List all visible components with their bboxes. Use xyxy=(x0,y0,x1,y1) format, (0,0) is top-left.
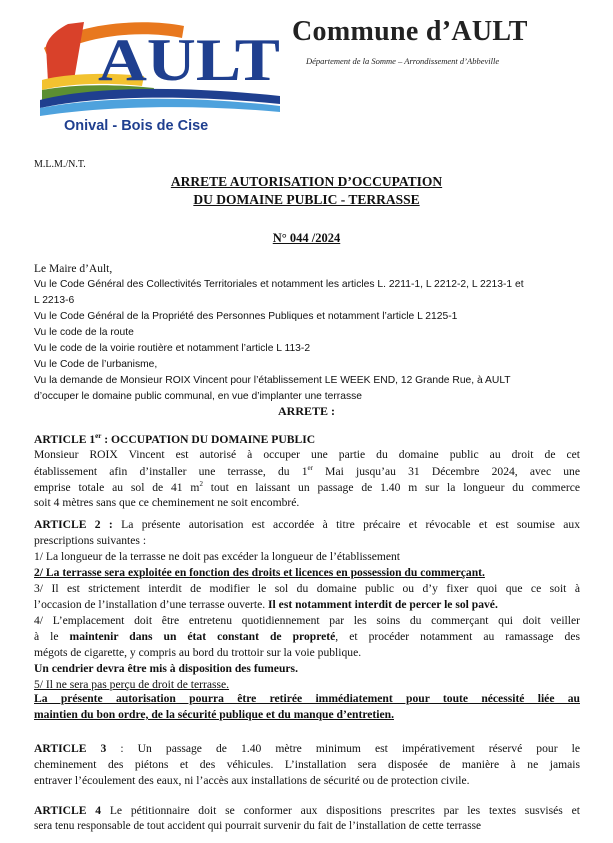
article-1-text: emprise totale au sol de 41 $m^2$ tout en laissant un passage de 1.40 m sur la longueur du commerce xyxy=(34,480,580,494)
preamble-line: Vu le code de la route xyxy=(34,327,134,338)
article-1-text: soit 4 mètres sans que ce cheminement ne soit encombré. xyxy=(34,496,300,509)
preamble-line: d’occuper le domaine public communal, en vue d’implanter une terrasse xyxy=(34,391,362,402)
revocation-notice: La présente autorisation pourra être retirée immédiatement pour toute nécessité liée au xyxy=(34,692,580,705)
prescription-item: 2/ La terrasse sera exploitée en fonction des droits et licences en possession du commerçant. xyxy=(34,566,485,579)
preamble-line: Vu le Code Général des Collectivités Territoriales et notamment les articles L. 2211-1, L 2212-2, L 2213-1 et xyxy=(34,279,524,290)
preamble-line: Vu le Code Général de la Propriété des Personnes Publiques et notamment l’article L 2125-1 xyxy=(34,311,458,322)
preamble-line: Vu le Code de l’urbanisme, xyxy=(34,359,158,370)
prescription-item: 4/ L’emplacement doit être entretenu quotidiennement par les soins du commerçant qui doit veiller xyxy=(34,614,580,627)
commune-subtitle: Département de la Somme – Arrondissement d’Abbeville xyxy=(306,56,500,66)
document-title xyxy=(0,173,613,209)
prescription-item: 1/ La longueur de la terrasse ne doit pas excéder la longueur de l’établissement xyxy=(34,550,401,563)
preamble-line: Le Maire d’Ault, xyxy=(34,263,113,275)
prescription-item: 3/ Il est strictement interdit de modifier le sol du domaine public ou d’y fixer quoi que ce soit à xyxy=(34,582,580,595)
prescription-item: à le maintenir dans un état constant de propreté, et procéder notamment au ramassage des xyxy=(34,630,581,643)
article-3-text: entraver l’écoulement des eaux, ni l’accès aux installations de sécurité ou de protection civile. xyxy=(34,774,470,787)
article-4-intro: ARTICLE 4 Le pétitionnaire doit se conformer aux dispositions prescrites par les textes susvisés et xyxy=(34,804,580,817)
logo-subtitle: Onival - Bois de Cise xyxy=(64,118,209,132)
prescription-item: 5/ Il ne sera pas perçu de droit de terrasse. xyxy=(34,678,230,691)
article-1-text: établissement afin d’installer une terrasse, du 1er Mai jusqu’au 31 Décembre 2024, avec une xyxy=(34,464,580,478)
cendrier-notice: Un cendrier devra être mis à disposition des fumeurs. xyxy=(34,662,298,675)
prescription-item: l’occasion de l’installation d’une terrasse ouverte. Il est notamment interdit de percer le sol pavé. xyxy=(34,598,498,611)
article-1-heading: ARTICLE 1er : OCCUPATION DU DOMAINE PUBLIC xyxy=(34,432,316,446)
logo-text: AULT xyxy=(98,27,280,93)
article-2-heading: ARTICLE 2 : xyxy=(34,518,113,531)
article-2-text: prescriptions suivantes : xyxy=(34,534,147,547)
revocation-notice: maintien du bon ordre, de la sécurité publique et du manque d’entretien. xyxy=(34,708,394,721)
article-2-intro: ARTICLE 2 : La présente autorisation est accordée à titre précaire et révocable et est soumise aux xyxy=(34,518,580,531)
commune-title: Commune d’AULT xyxy=(292,16,528,47)
prescription-item: mégots de cigarette, y compris au bord du trottoir sur la voie publique. xyxy=(34,646,362,659)
article-1-text: Monsieur ROIX Vincent est autorisé à occuper une partie du domaine public au droit de cet xyxy=(34,448,580,461)
preamble-line: Vu le code de la voirie routière et notamment l’article L 113-2 xyxy=(34,343,311,354)
article-3-intro: ARTICLE 3 : Un passage de 1.40 mètre minimum est impérativement réservé pour le xyxy=(34,742,580,755)
article-4-heading: ARTICLE 4 xyxy=(34,804,102,817)
article-3-heading: ARTICLE 3 xyxy=(34,742,107,755)
article-4-text: sera tenu responsable de tout accident qui pourrait survenir du fait de l’installation de cette terrasse xyxy=(34,820,482,832)
preamble-line: Vu la demande de Monsieur ROIX Vincent pour l’établissement LE WEEK END, 12 Grande Rue, à AULT xyxy=(34,375,511,386)
reference-initials: M.L.M./N.T. xyxy=(34,159,86,170)
arrete-heading: ARRETE : xyxy=(277,404,335,418)
title-line-2: DU DOMAINE PUBLIC - TERRASSE xyxy=(193,192,420,207)
arrete-number: N° 044 /2024 xyxy=(272,231,341,245)
preamble-line: L 2213-6 xyxy=(34,295,75,306)
title-line-1: ARRETE AUTORISATION D’OCCUPATION xyxy=(170,174,443,189)
logo-red-band xyxy=(46,22,84,82)
article-3-text: cheminement des piétons et des véhicules. L’installation sera disposée de manière à ne jamais xyxy=(34,758,580,771)
ault-logo xyxy=(34,16,286,132)
